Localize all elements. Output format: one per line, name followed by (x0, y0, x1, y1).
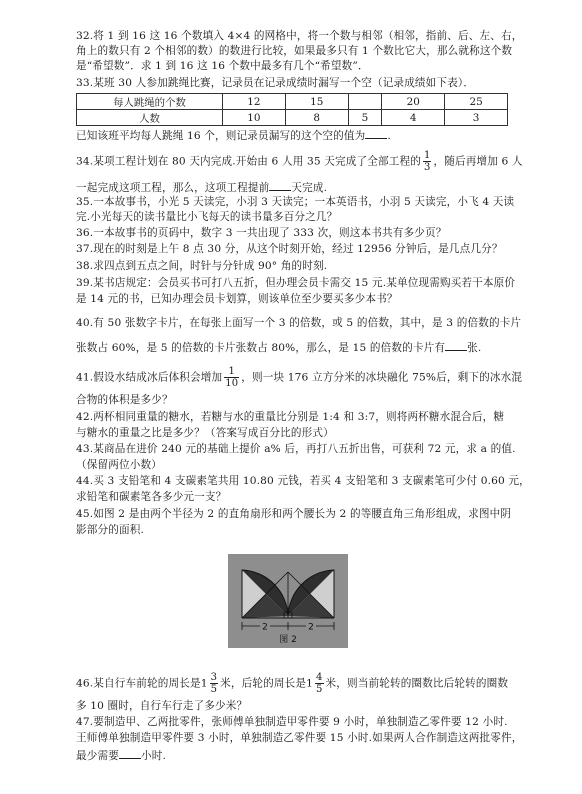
fraction-one-tenth: $\frac{1}{10}$ (225, 366, 239, 389)
table-cell: 12 (223, 94, 286, 110)
q46-text-c: 米，则当前轮转的圈数比后轮转的圈数 (325, 677, 509, 690)
table-cell: 3 (445, 110, 508, 126)
whole-part: 1 (306, 677, 313, 690)
q33-line1: 33.某班 30 人参加跳绳比赛，记录员在记录成绩时漏写一个空（记录成绩如下表）． (76, 77, 475, 89)
q40-line1: 40.有 50 张数字卡片，在每张上面写一个 3 的倍数，或 5 的倍数，其中，是 3 的倍数的卡片 (76, 317, 522, 329)
q37-line: 37.现在的时刻是上午 8 点 30 分，从这个时刻开始，经过 12956 分钟后，是几点几分？ (76, 243, 503, 255)
q41-line2: 合物的体积是多少？ (76, 394, 173, 406)
q35-line1: 35.一本故事书，小光 5 天读完，小羽 3 天读完；一本英语书，小羽 5 天读完，小飞 4 天读 (76, 196, 515, 208)
q41-line1 (76, 366, 522, 389)
table-cell: 5 (348, 110, 382, 126)
q44-line1: 44.买 3 支铅笔和 4 支碳素笔共用 10.80 元钱，若买 4 支铅笔和 3 支碳素笔可少付 0.60 元， (76, 475, 530, 487)
table-cell: 10 (223, 110, 286, 126)
q34-line1 (76, 150, 523, 173)
q34-text-a: 34.某项工程计划在 80 天内完成.开始由 6 人用 35 天完成了全部工程的 (76, 155, 421, 168)
fraction-part: $\frac{3}{5}$ (210, 672, 218, 695)
table-cell: 15 (285, 94, 348, 110)
q36-line: 36.一本故事书的页码中，数字 3 一共出现了 333 次，则这本书共有多少页？ (76, 227, 447, 239)
q43-line2: （保留两位小数） (76, 459, 162, 471)
jump-rope-table (76, 93, 508, 126)
q34-text-d: 天完成. (291, 182, 328, 194)
q46-line1 (76, 672, 508, 695)
q40-text-a: 张数占 60%，是 5 的倍数的卡片张数占 80%，那么，是 15 的倍数的卡片有 (76, 342, 446, 354)
q47-line3 (76, 748, 166, 763)
q43-line1: 43.某商品在进价 240 元的基础上提价 a% 后，再打八五折出售，可获利 72 元，求 a 的值. (76, 443, 516, 455)
q32-line3: 是“希望数”．求 1 到 16 这 16 个数中最多有几个“希望数”． (76, 60, 369, 72)
q41-text-a: 41.假设水结成冰后体积会增加 (76, 371, 223, 384)
q32-line2: 角上的数只有 2 个相邻的数）的数进行比较，如果最多只有 1 个数比它大，那么就称这个数 (76, 45, 513, 57)
whole-part: 1 (200, 677, 208, 690)
table-cell-label: 每人跳绳的个数 (77, 94, 223, 110)
q40-line2 (76, 340, 481, 355)
q40-text-b: 张. (467, 342, 482, 354)
q45-line2: 影部分的面积. (76, 524, 144, 536)
q39-line2: 是 14 元的书，已知办理会员卡划算，则该单位至少要买多少本书？ (76, 293, 398, 305)
table-row (77, 110, 508, 126)
table-cell: 25 (445, 94, 508, 110)
q41-text-b: ，则一块 176 立方分米的冰块融化 75%后，剩下的冰水混 (241, 371, 523, 384)
q42-line2: 与糖水的重量之比是多少？（答案写成百分比的形式） (76, 427, 334, 439)
q33-line2: 已知该班平均每人跳绳 16 个，则记录员漏写的这个空的值为 . (76, 130, 391, 142)
table-cell: 8 (285, 110, 348, 126)
figure-2 (228, 554, 348, 648)
table-cell: 4 (382, 110, 445, 126)
table-cell: 20 (382, 94, 445, 110)
figure-caption: 图 2 (279, 635, 297, 645)
q45-line1: 45.如图 2 是由两个半径为 2 的直角扇形和两个腰长为 2 的等腰直角三角形组成，求图中阴 (76, 508, 512, 520)
q33-text: 已知该班平均每人跳绳 16 个，则记录员漏写的这个空的值为 (76, 130, 366, 142)
q32-line1: 32.将 1 到 16 这 16 个数填入 4×4 的网格中，将一个数与相邻（相邻，指前、后、左、右， (76, 30, 523, 42)
q47-line2: 王师傅单独制造甲零件要 3 小时，单独制造乙零件要 15 小时.如果两人合作制造这两批零件， (76, 732, 523, 744)
fraction-part: $\frac{4}{5}$ (315, 672, 323, 695)
q47-text-b: 小时. (140, 750, 166, 762)
answer-blank (269, 180, 291, 191)
dim-label-left: 2 (262, 622, 268, 633)
mixed-fraction-front (201, 672, 220, 695)
q34-text-b: ，随后再增加 6 人 (433, 155, 523, 168)
q34-line2 (76, 180, 327, 195)
q34-text-c: 一起完成这项工程，那么，这项工程提前 (76, 182, 270, 194)
q42-line1: 42.两杯相同重量的糖水，若糖与水的重量比分别是 1:4 和 3:7，则将两杯糖水混合后，糖 (76, 411, 505, 423)
answer-blank (365, 128, 387, 139)
table-cell-missing (348, 94, 382, 110)
q47-text-a: 最少需要 (76, 750, 119, 762)
table-cell-label: 人数 (77, 110, 223, 126)
dim-label-right: 2 (308, 622, 314, 633)
q38-line: 38.求四点到五点之间，时针与分针成 90° 角的时刻. (76, 260, 328, 272)
fraction-one-third: $\frac{1}{3}$ (423, 150, 431, 173)
q35-line2: 完.小光每天的读书量比小飞每天的读书量多百分之几？ (76, 211, 338, 223)
q39-line1: 39.某书店规定：会员买书可打八五折，但办理会员卡需交 15 元.某单位现需购买若干本原价 (76, 277, 516, 289)
q46-text-a: 46.某自行车前轮的周长是 (76, 677, 201, 690)
answer-blank (445, 340, 467, 351)
answer-blank (119, 748, 141, 759)
mixed-fraction-rear (306, 672, 325, 695)
q46-text-b: 米，后轮的周长是 (220, 677, 307, 690)
q44-line2: 求铅笔和碳素笔各多少元一支？ (76, 491, 227, 503)
table-row (77, 94, 508, 110)
q47-line1: 47.要制造甲、乙两批零件，张师傅单独制造甲零件要 9 小时，单独制造乙零件要 12 小时. (76, 716, 508, 728)
q46-line2: 多 10 圈时，自行车行走了多少米？ (76, 700, 248, 712)
